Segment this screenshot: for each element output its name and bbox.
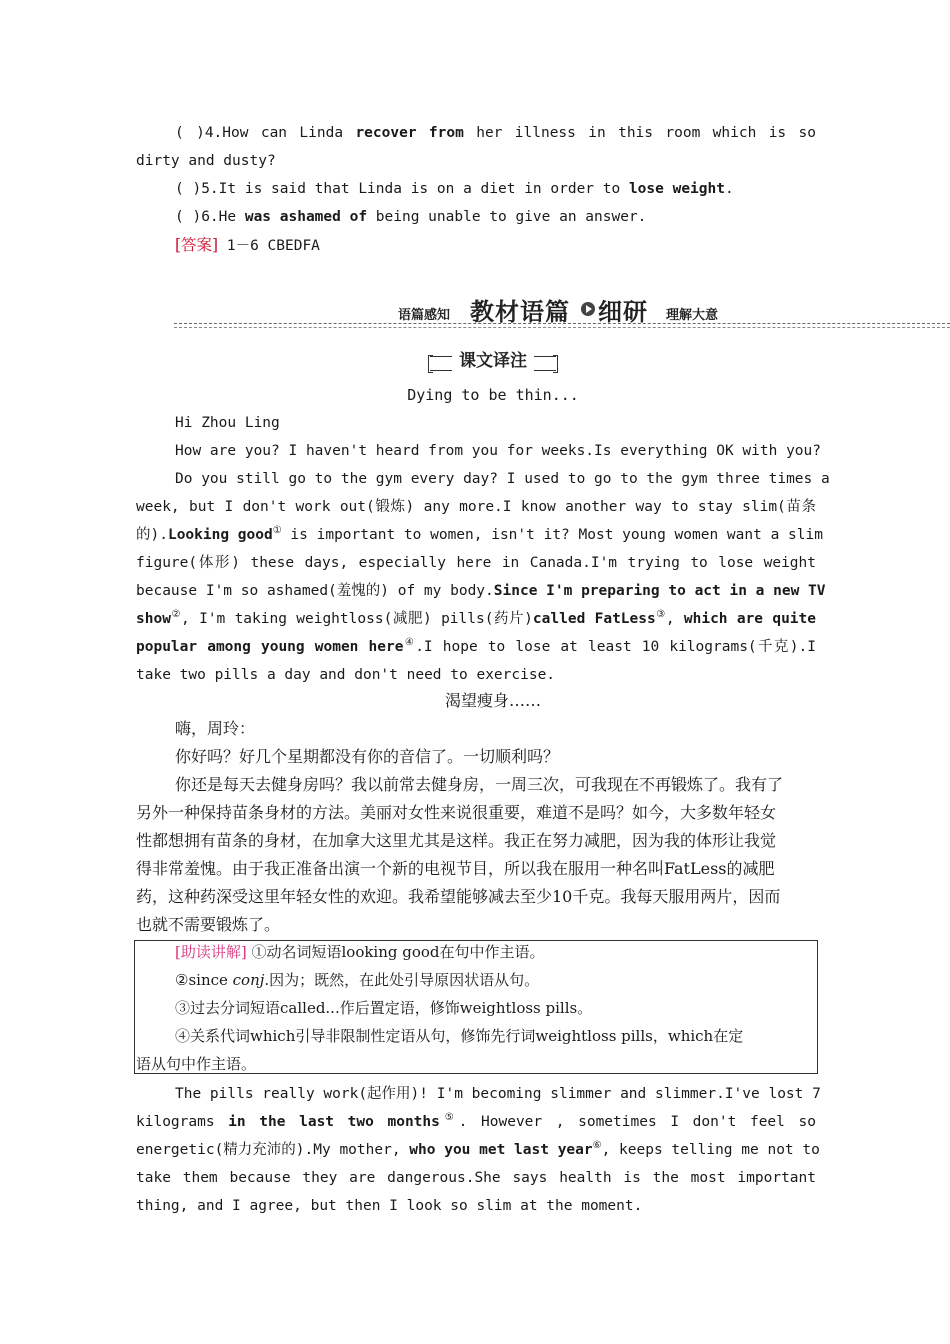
- q4-text-a: ( )4.How can Linda: [175, 125, 356, 141]
- exercise-q5: [175, 175, 816, 203]
- q6-text: ( )6.He: [175, 209, 245, 225]
- translation-title: 渴望瘦身……: [444, 691, 541, 710]
- q6-end: being unable to give an answer.: [367, 209, 647, 225]
- translation-p2-line5: 药，这种药深受这里年轻女性的欢迎。我希望能够减去至少10千克。我每天服用两片，因而: [136, 887, 781, 906]
- note-3: ③过去分词短语called...作后置定语，修饰weightloss pills。: [175, 999, 593, 1017]
- q6-phrase: was ashamed of: [244, 209, 368, 225]
- q4-text-b: her illness in this room which is so: [463, 125, 816, 141]
- note-1-text: ①动名词短语looking good在句中作主语。: [246, 943, 545, 961]
- passage2-line5: thing, and I agree, but then I look so slim at the moment.: [136, 1198, 643, 1214]
- passage-title: Dying to be thin...: [407, 386, 579, 404]
- note-marker-3: ③: [655, 609, 666, 621]
- p2-l5-start: because I'm so ashamed(羞愧的) of my body.: [136, 583, 494, 599]
- translation-p1: 你好吗？好几个星期都没有你的音信了。一切顺利吗？: [175, 747, 560, 766]
- p2-l6-sep: ,: [665, 611, 684, 627]
- section-main-title: 教材语篇: [470, 298, 570, 326]
- p2b-l3-start: energetic(精力充沛的).My mother,: [136, 1142, 410, 1158]
- p2-l6-phrase1: show: [136, 611, 171, 627]
- passage-p2-line5: [136, 577, 826, 605]
- p2-l6-mid: , I'm taking weightloss(减肥) pills(药片): [181, 611, 533, 627]
- p2b-l3-phrase: who you met last year: [409, 1142, 593, 1158]
- p2-l5-phrase: Since I'm preparing to act in a new TV: [493, 583, 826, 599]
- badge-cap-left: [428, 355, 433, 373]
- translation-p2-line3: 性都想拥有苗条的身材，在加拿大这里尤其是这样。我正在努力减肥，因为我的体形让我觉: [136, 831, 777, 850]
- answer-line: [175, 231, 816, 260]
- translation-p2-line4: 得非常羞愧。由于我正准备出演一个新的电视节目，所以我在服用一种名叫FatLess的减肥: [136, 859, 775, 878]
- note-2-start: ②since: [175, 971, 233, 989]
- p2-l6-phrase2: called FatLess: [532, 611, 656, 627]
- passage-p2-line6: [136, 605, 816, 633]
- answer-label: [答案]: [175, 236, 219, 254]
- arrow-icon: [581, 302, 595, 316]
- passage-p2-line2: week, but I don't work out(锻炼) any more.I know another way to stay slim(苗条: [136, 499, 816, 515]
- translation-salutation: 嗨，周玲：: [175, 719, 256, 738]
- p2-l7-rest: .I hope to lose at least 10 kilograms(千克).I: [415, 639, 816, 655]
- note-2-pos: conj: [232, 971, 265, 989]
- note-4-line2: 语从句中作主语。: [136, 1055, 257, 1073]
- note-1: [175, 938, 855, 966]
- header-divider: [174, 323, 950, 324]
- translation-p2-line1: 你还是每天去健身房吗？我以前常去健身房，一周三次，可我现在不再锻炼了。我有了: [175, 775, 784, 794]
- note-2-rest: .因为；既然，在此处引导原因状语从句。: [264, 971, 540, 989]
- note-2: [175, 966, 855, 994]
- section-badge: [430, 350, 556, 376]
- translation-p2-line6: 也就不需要锻炼了。: [136, 915, 281, 934]
- p2b-l2-start: kilograms: [136, 1114, 229, 1130]
- badge-label: 课文译注: [452, 348, 534, 374]
- p2b-l2-phrase: in the last two months: [228, 1114, 440, 1130]
- passage-p2-line7: [136, 633, 816, 661]
- p2-l7-phrase: popular among young women here: [136, 639, 404, 655]
- note-marker-2: ②: [170, 609, 182, 621]
- section-main-subtitle: 细研: [598, 298, 648, 326]
- q4-phrase: recover from: [355, 125, 464, 141]
- passage-p2-line1: Do you still go to the gym every day? I used to go to the gym three times a: [175, 471, 830, 487]
- p2-l6-phrase3: which are quite: [683, 611, 816, 627]
- badge-cap-right: [553, 355, 558, 373]
- answer-text: 1－6 CBEDFA: [218, 238, 320, 254]
- q5-end: .: [724, 181, 734, 197]
- passage-salutation: Hi Zhou Ling: [175, 415, 280, 431]
- section-header: [174, 292, 950, 328]
- passage-p2-line4: figure(体形) these days, especially here in Canada.I'm trying to lose weight: [136, 555, 816, 571]
- note-marker-5: ⑤: [439, 1112, 459, 1124]
- passage2-line1: The pills really work(起作用)! I'm becoming slimmer and slimmer.I've lost 7: [175, 1086, 821, 1102]
- passage2-line3: [136, 1136, 820, 1164]
- section-left-caption: 语篇感知: [398, 308, 451, 323]
- p2b-l2-rest: . However , sometimes I don't feel so: [458, 1114, 816, 1130]
- note-marker-6: ⑥: [592, 1140, 602, 1152]
- translation-p2-line2: 另外一种保持苗条身材的方法。美丽对女性来说很重要，难道不是吗？如今，大多数年轻女: [136, 803, 777, 822]
- exercise-q6: [175, 203, 816, 231]
- passage-p2-line3: [136, 521, 823, 549]
- p2-l3-start: 的).: [136, 527, 168, 543]
- exercise-q4-cont: dirty and dusty?: [136, 153, 276, 169]
- note-4-line1: ④关系代词which引导非限制性定语从句，修饰先行词weightloss pills，which在定: [175, 1027, 744, 1045]
- q5-phrase: lose weight: [628, 181, 725, 197]
- header-divider-2: [174, 327, 950, 328]
- passage-p2-line8: take two pills a day and don't need to exercise.: [136, 667, 556, 683]
- note-marker-4: ④: [403, 637, 416, 649]
- p2-l3-phrase: Looking good: [167, 527, 273, 543]
- passage2-line2: [136, 1108, 816, 1136]
- note-marker-1: ①: [272, 525, 282, 537]
- notes-label: [助读讲解]: [175, 943, 247, 961]
- exercise-q4: [175, 119, 816, 147]
- q5-text: ( )5.It is said that Linda is on a diet in order to: [175, 181, 629, 197]
- passage2-line4: take them because they are dangerous.She says health is the most important: [136, 1170, 816, 1186]
- p2-l3-rest: is important to women, isn't it? Most young women want a slim: [281, 527, 823, 543]
- p2b-l3-rest: , keeps telling me not to: [601, 1142, 820, 1158]
- passage-p1: How are you? I haven't heard from you for weeks.Is everything OK with you?: [175, 443, 822, 459]
- section-right-caption: 理解大意: [666, 308, 719, 323]
